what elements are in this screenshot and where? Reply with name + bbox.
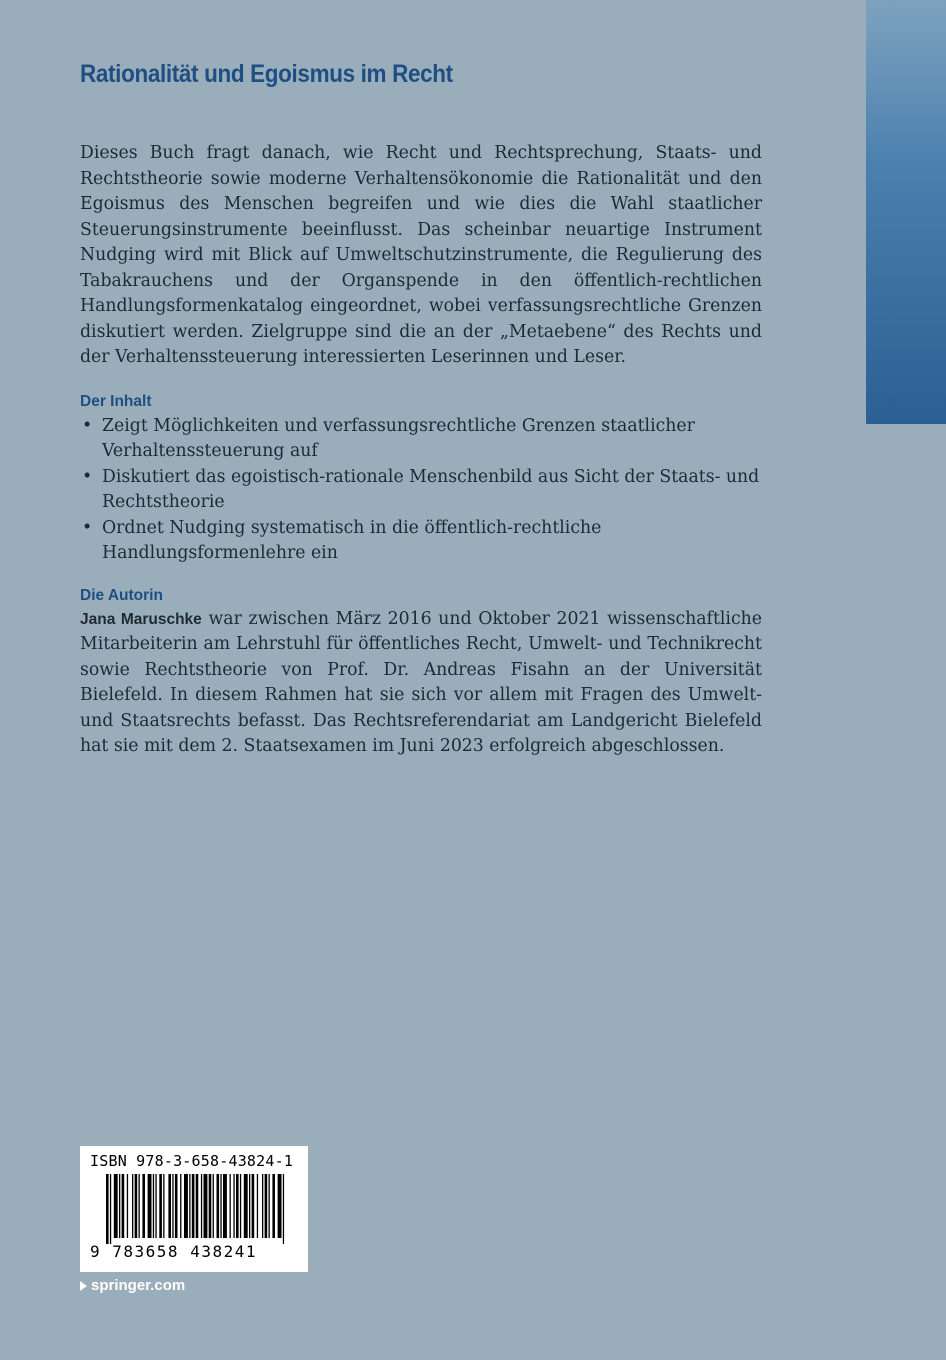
back-cover-content bbox=[80, 60, 762, 760]
author-bio bbox=[80, 607, 762, 760]
list-item bbox=[80, 414, 762, 465]
barcode-bar bbox=[155, 1174, 156, 1238]
author-bio-text: war zwischen März 2016 und Oktober 2021 wissenschaftliche Mitarbeiterin am Lehrstuhl für öffentliches Recht, Umwelt- und Technikrecht sowie Rechtstheorie von Prof. Dr. Andreas Fisahn an der Universität Bielefeld. In diesem Rahmen hat sie sich vor allem mit Fragen des Umwelt- und Staatsrechts befasst. Das Rechtsreferendariat am Landgericht Bielefeld hat sie mit dem 2. Staatsexamen im Juni 2023 erfolgreich abgeschlossen. bbox=[80, 608, 762, 756]
book-description: Dieses Buch fragt danach, wie Recht und Rechtsprechung, Staats- und Rechtstheorie sowie moderne Verhaltensökonomie die Rationalität und den Egoismus des Menschen begreifen und wie dies die Wahl staatlicher Steuerungsinstrumente beeinflusst. Das scheinbar neuartige Instrument Nudging wird mit Blick auf Umweltschutzinstrumente, die Regulierung des Tabakrauchens und der Organspende in den öffentlich-rechtlichen Handlungsformenkatalog eingeordnet, wobei verfassungsrechtliche Grenzen diskutiert werden. Zielgruppe sind die an der „Metaebene“ des Rechts und der Verhaltenssteuerung interessierten Leserinnen und Leser. bbox=[80, 143, 762, 367]
barcode-bar bbox=[283, 1174, 284, 1244]
barcode-bar bbox=[252, 1174, 255, 1238]
author-name: Jana Maruschke bbox=[80, 610, 202, 628]
autorin-heading: Die Autorin bbox=[80, 586, 163, 604]
barcode-bar bbox=[209, 1174, 212, 1238]
barcode-bar bbox=[119, 1174, 120, 1238]
book-title: Rationalität und Egoismus im Recht bbox=[80, 60, 453, 88]
barcode-bar bbox=[132, 1174, 133, 1238]
barcode-bar bbox=[175, 1174, 178, 1238]
barcode-bar bbox=[142, 1174, 145, 1238]
barcode-bar bbox=[230, 1174, 231, 1238]
barcode-bars bbox=[80, 1174, 308, 1244]
barcode-bar bbox=[220, 1174, 221, 1238]
list-item bbox=[80, 516, 762, 567]
barcode-bar bbox=[269, 1174, 270, 1238]
barcode-bar bbox=[106, 1174, 109, 1244]
barcode-bar bbox=[184, 1174, 188, 1238]
barcode-bar bbox=[192, 1174, 195, 1238]
barcode-bar bbox=[204, 1174, 208, 1238]
barcode-bar bbox=[114, 1174, 118, 1238]
barcode-bar bbox=[217, 1174, 220, 1238]
barcode-bar bbox=[122, 1174, 125, 1238]
barcode-bar bbox=[163, 1174, 164, 1238]
list-item-text: Diskutiert das egoistisch-rationale Menschenbild aus Sicht der Staats- und Rechtstheorie bbox=[102, 466, 760, 512]
barcode-bar bbox=[189, 1174, 190, 1238]
barcode-bar bbox=[265, 1174, 268, 1238]
barcode-bar bbox=[272, 1174, 275, 1238]
barcode-bar bbox=[201, 1174, 202, 1238]
barcode-bar bbox=[233, 1174, 234, 1238]
inhalt-list bbox=[80, 414, 762, 567]
barcode-bar bbox=[236, 1174, 239, 1238]
barcode-bar bbox=[135, 1174, 138, 1238]
barcode-bar bbox=[139, 1174, 140, 1238]
barcode-bar bbox=[278, 1174, 282, 1238]
bullet-icon: • bbox=[82, 517, 93, 538]
barcode-bar bbox=[172, 1174, 173, 1238]
barcode-bar bbox=[168, 1174, 171, 1238]
decorative-color-band bbox=[866, 0, 946, 424]
bullet-icon: • bbox=[82, 466, 93, 487]
barcode-bar bbox=[262, 1174, 263, 1238]
isbn-barcode bbox=[80, 1146, 308, 1272]
arrow-right-icon bbox=[80, 1281, 87, 1291]
barcode-bar bbox=[249, 1174, 250, 1238]
barcode-bar bbox=[257, 1174, 258, 1238]
barcode-bar bbox=[213, 1174, 214, 1238]
list-item-text: Ordnet Nudging systematisch in die öffentlich-rechtliche Handlungsformenlehre ein bbox=[102, 517, 602, 563]
barcode-bar bbox=[244, 1174, 248, 1238]
bullet-icon: • bbox=[82, 415, 93, 436]
barcode-bar bbox=[110, 1174, 111, 1244]
barcode-bar bbox=[127, 1174, 128, 1238]
barcode-bar bbox=[240, 1174, 241, 1238]
inhalt-heading: Der Inhalt bbox=[80, 392, 152, 410]
isbn-label: ISBN 978-3-658-43824-1 bbox=[90, 1152, 294, 1170]
barcode-bar bbox=[180, 1174, 181, 1238]
publisher-link[interactable] bbox=[80, 1277, 185, 1294]
barcode-bar bbox=[196, 1174, 199, 1238]
barcode-digits: 9 783658 438241 bbox=[90, 1242, 257, 1261]
barcode-bar bbox=[159, 1174, 162, 1238]
list-item-text: Zeigt Möglichkeiten und verfassungsrechtliche Grenzen staatlicher Verhaltenssteuerung auf bbox=[102, 415, 695, 461]
barcode-bar bbox=[148, 1174, 152, 1238]
publisher-url: springer.com bbox=[91, 1277, 186, 1294]
barcode-bar bbox=[153, 1174, 154, 1238]
barcode-bar bbox=[223, 1174, 227, 1238]
list-item bbox=[80, 465, 762, 516]
